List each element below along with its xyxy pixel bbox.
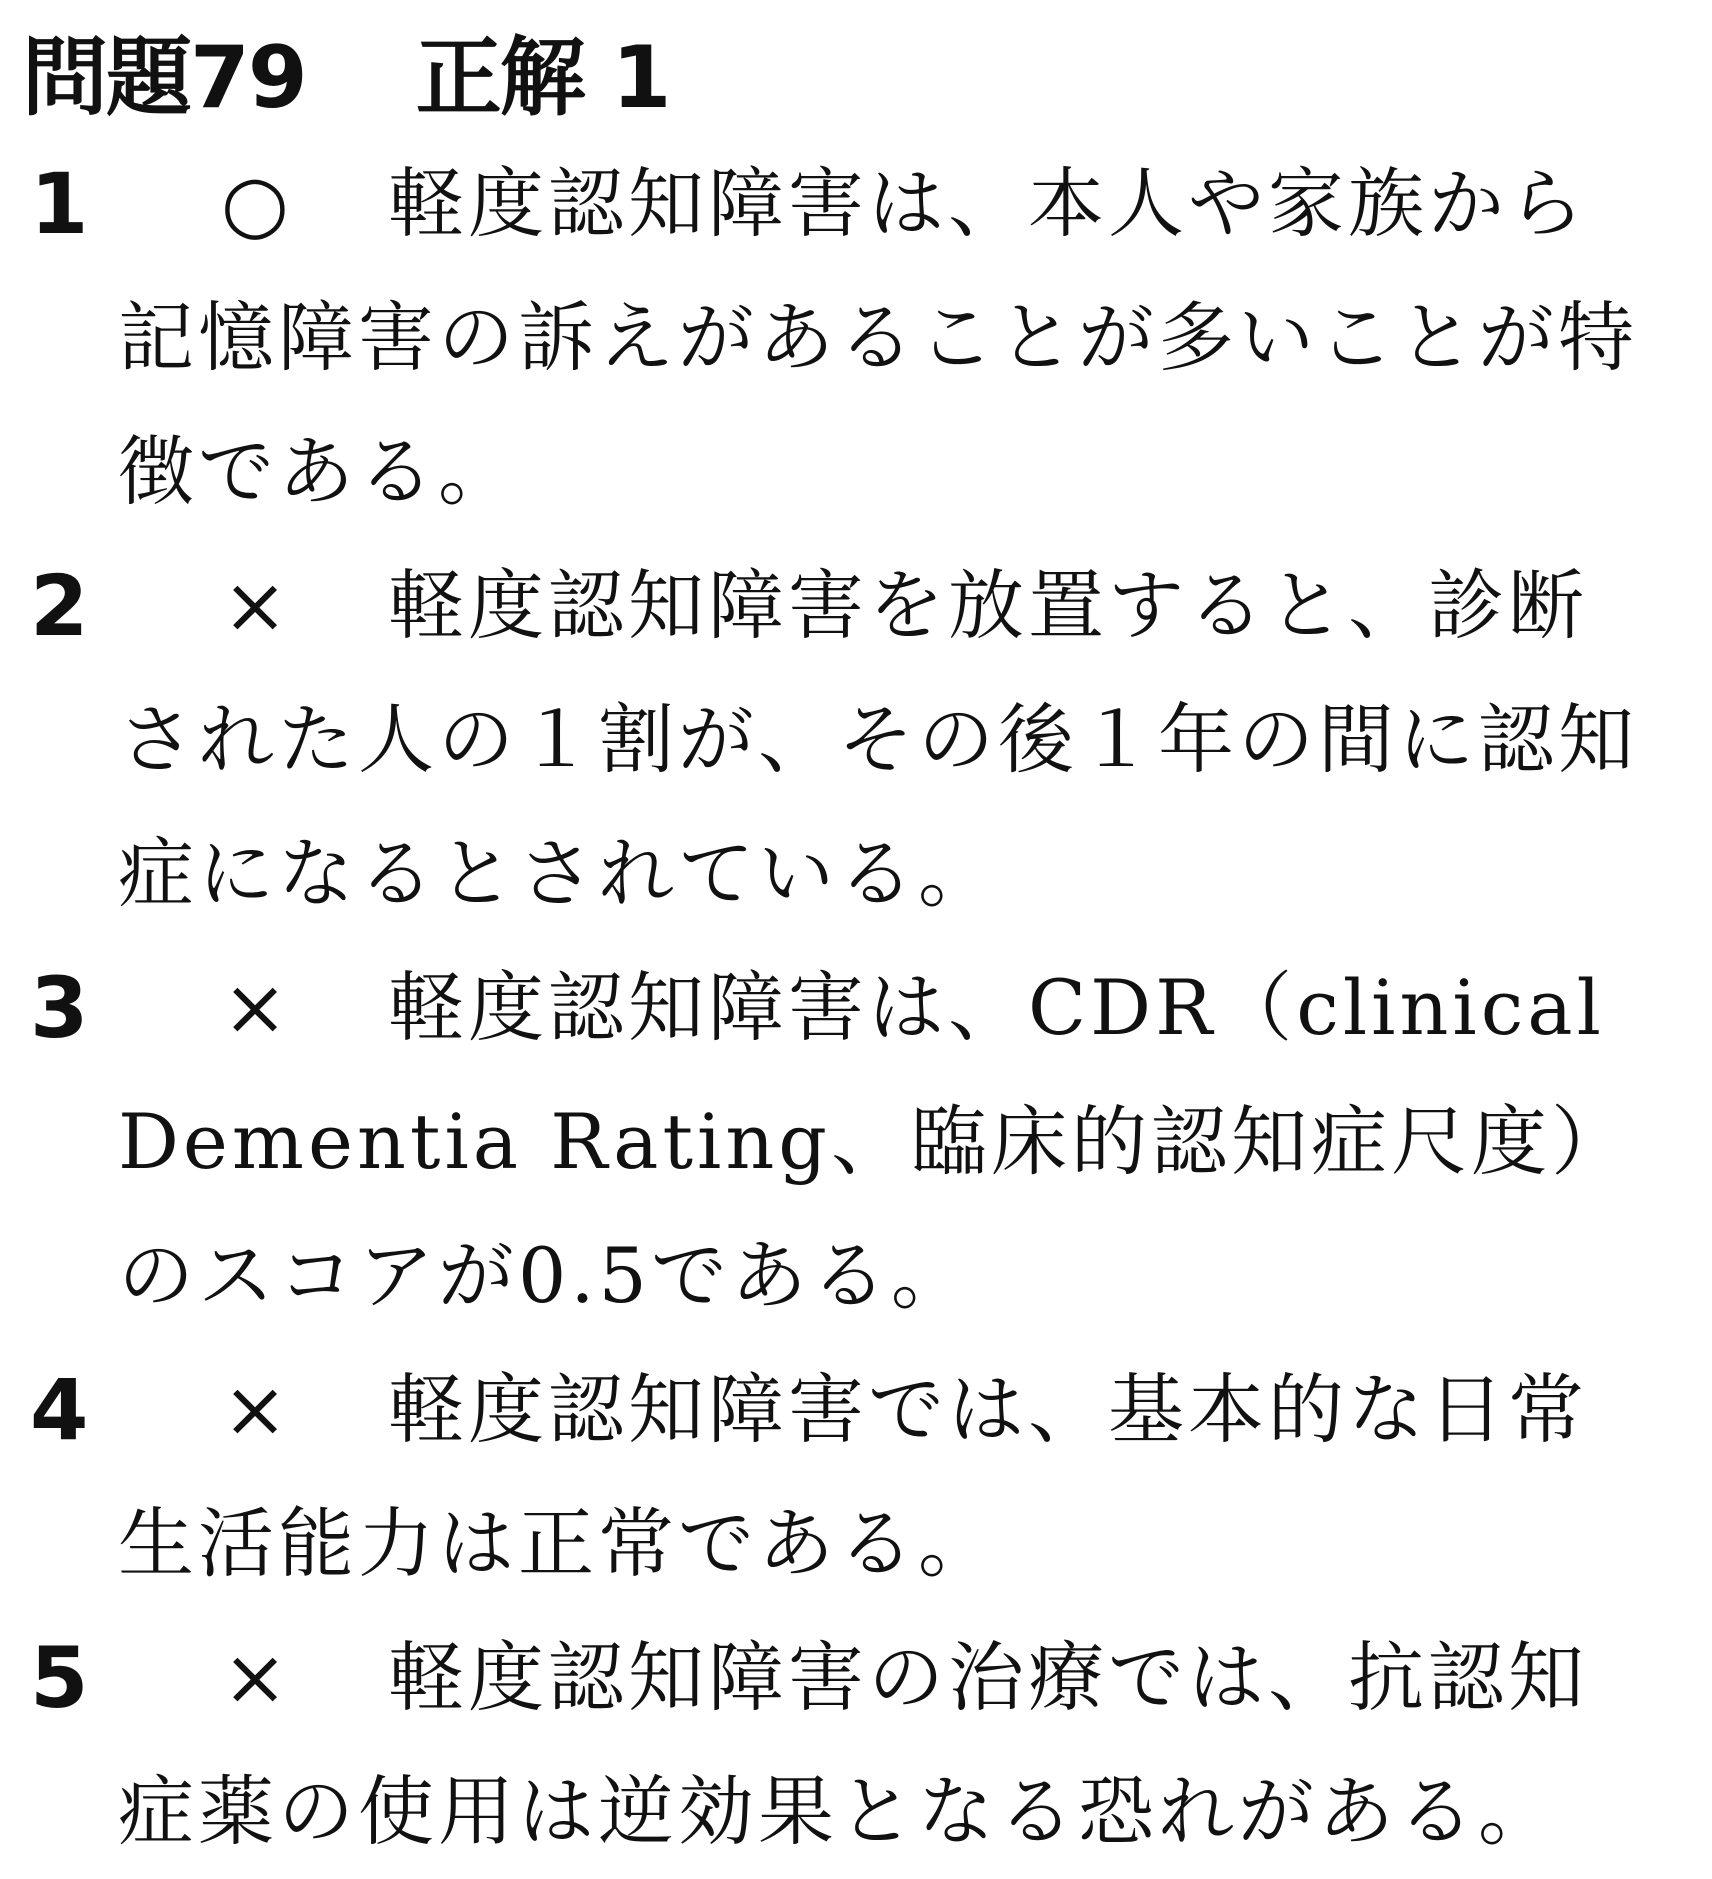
correct-answer: 正解 1 [415, 28, 670, 128]
item-mark: × [222, 963, 288, 1053]
question-heading [22, 28, 669, 128]
item-mark: × [222, 561, 288, 651]
item-text: 軽度認知障害では、基本的な日常生活能力は正常である。 [118, 1365, 1588, 1588]
item-number: 1 [30, 155, 89, 253]
item-number: 2 [30, 557, 89, 655]
item-number: 5 [30, 1629, 89, 1727]
item-text: 軽度認知障害を放置すると、診断された人の１割が、その後１年の間に認知症になるとされている。 [118, 561, 1638, 918]
question-number: 問題79 [22, 28, 306, 128]
item-number: 3 [30, 959, 89, 1057]
item-mark: ○ [220, 159, 290, 249]
item-mark: × [222, 1633, 288, 1723]
item-text: 軽度認知障害は、CDR（clinical Dementia Rating、臨床的認知症尺度）のスコアが0.5である。 [118, 963, 1631, 1320]
item-mark: × [222, 1365, 288, 1455]
item-text: 軽度認知障害は、本人や家族から記憶障害の訴えがあることが多いことが特徴である。 [118, 159, 1638, 516]
item-text: 軽度認知障害の治療では、抗認知症薬の使用は逆効果となる恐れがある。 [118, 1633, 1588, 1856]
item-number: 4 [30, 1361, 89, 1459]
